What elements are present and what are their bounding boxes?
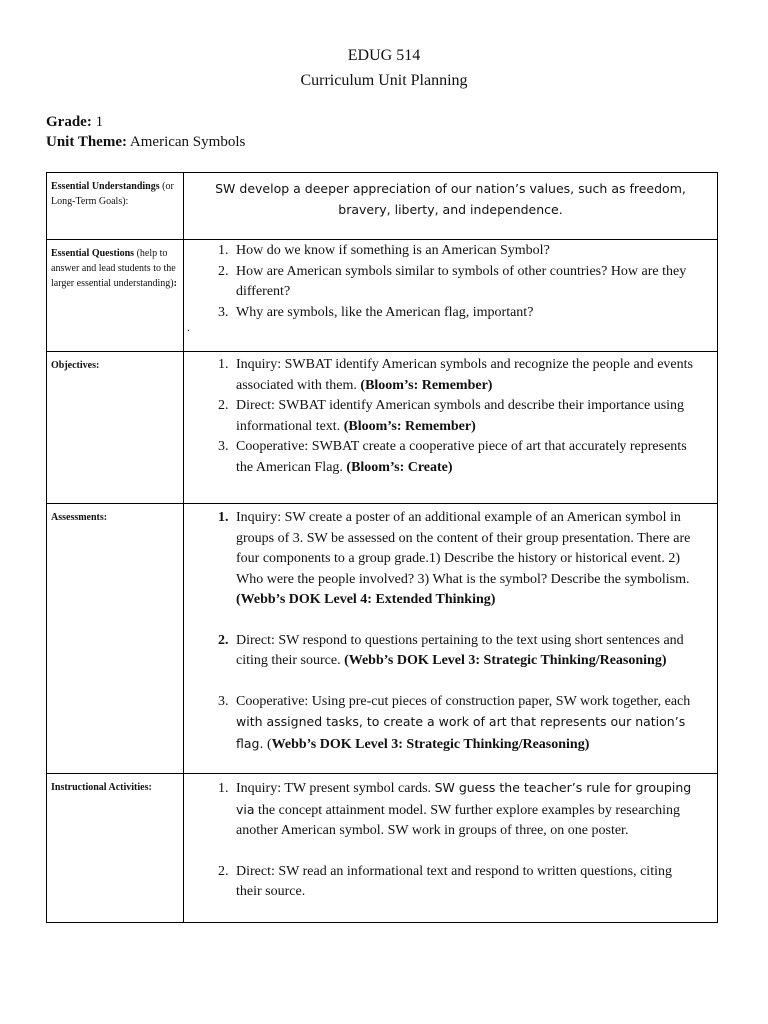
label-rest: (help to answer and lead students to the larger essential understanding)	[51, 248, 176, 289]
table-row-assessments	[47, 504, 718, 774]
list-item: 3. Cooperative: Using pre-cut pieces of construction paper, SW work together, each with assigned tasks, to create a work of art that represents our nation’s flag. (Webb’s DOK Level 3: Strategic Thinking/Reasoning)	[232, 692, 701, 756]
unit-theme-value: American Symbols	[129, 134, 246, 150]
grade-line	[46, 114, 103, 131]
grade-value: 1	[95, 114, 104, 130]
label-bold: Essential Understandings	[51, 181, 160, 192]
essential-understanding-text: SW develop a deeper appreciation of our nation’s values, such as freedom, bravery, liberty, and independence.	[215, 181, 686, 217]
table-row-objectives	[47, 352, 718, 504]
document-title: Curriculum Unit Planning	[300, 72, 468, 89]
row-label-essential-understandings	[47, 173, 184, 240]
table-row-essential-questions	[47, 240, 718, 352]
list-item: 1. Inquiry: TW present symbol cards. SW guess the teacher’s rule for grouping via the concept attainment model. SW further explore examples by researching another American symbol. SW work in groups of three, on one poster.	[232, 778, 701, 842]
essential-questions-list	[184, 241, 717, 323]
list-item: 3. Why are symbols, like the American flag, important?	[232, 303, 701, 324]
instructional-activities-list	[184, 778, 717, 903]
assessments-label: Assessments:	[51, 512, 108, 523]
objectives-list	[184, 355, 717, 478]
row-label-objectives	[47, 352, 184, 504]
list-item: 2. Direct: SW read an informational text and respond to written questions, citing their source.	[232, 862, 701, 903]
table-row-instructional-activities	[47, 774, 718, 923]
list-item: 2. How are American symbols similar to symbols of other countries? How are they different?	[232, 262, 701, 303]
label-bold: Essential Questions	[51, 248, 135, 259]
label-colon: :	[173, 278, 177, 289]
row-label-instructional-activities	[47, 774, 184, 923]
list-item: 1. How do we know if something is an American Symbol?	[232, 241, 701, 262]
grade-label: Grade:	[46, 114, 92, 130]
unit-theme-line	[46, 134, 245, 151]
row-content-essential-questions	[184, 240, 718, 352]
row-content-instructional-activities	[184, 774, 718, 923]
list-item: 3. Cooperative: SWBAT create a cooperative piece of art that accurately represents the American Flag. (Bloom’s: Create)	[232, 437, 701, 478]
row-content-assessments	[184, 504, 718, 774]
list-item: 1. Inquiry: SW create a poster of an additional example of an American symbol in groups of 3. SW be assessed on the content of their group presentation. There are four components to a group grade.1) Describe the history or historical event. 2) Who were the people involved? 3) What is the symbol? Describe the symbolism. (Webb’s DOK Level 4: Extended Thinking)	[232, 508, 701, 611]
list-item: 2. Direct: SWBAT identify American symbols and describe their importance using informational text. (Bloom’s: Remember)	[232, 396, 701, 437]
table-row-essential-understandings	[47, 173, 718, 240]
assessments-list	[184, 508, 717, 755]
row-content-essential-understandings	[184, 173, 718, 240]
label-rest: (or Long-Term Goals):	[51, 181, 174, 207]
list-item: 2. Direct: SW respond to questions pertaining to the text using short sentences and citing their source. (Webb’s DOK Level 3: Strategic Thinking/Reasoning)	[232, 631, 701, 672]
objectives-label: Objectives:	[51, 360, 100, 371]
course-code: EDUG 514	[347, 47, 421, 64]
instructional-activities-label: Instructional Activities:	[51, 782, 152, 793]
unit-plan-table	[46, 172, 718, 923]
list-item: 1. Inquiry: SWBAT identify American symbols and recognize the people and events associated with them. (Bloom’s: Remember)	[232, 355, 701, 396]
unit-theme-label: Unit Theme:	[46, 134, 127, 150]
row-content-objectives	[184, 352, 718, 504]
row-label-assessments	[47, 504, 184, 774]
stray-mark: .	[187, 322, 190, 334]
row-label-essential-questions	[47, 240, 184, 352]
